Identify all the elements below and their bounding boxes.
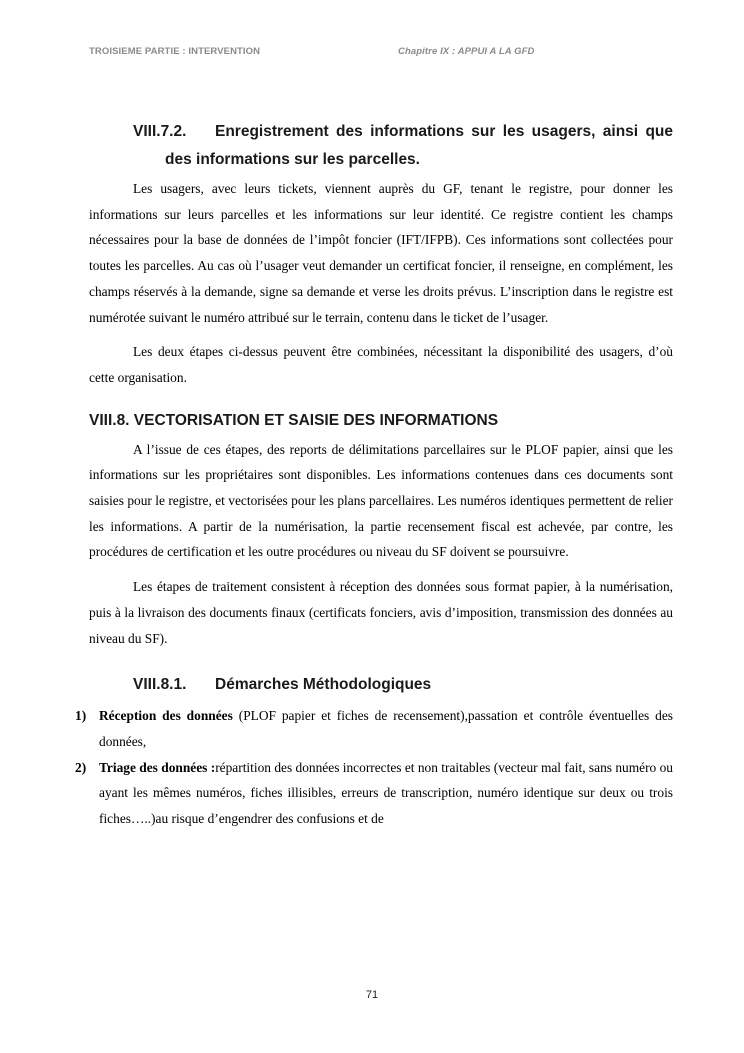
paragraph-etapes-traitement: Les étapes de traitement consistent à réception des données sous format papier, à la numérisation, puis à la livraison des documents finaux (certificats fonciers, avis d’imposition, transmission des données au niveau du SF). xyxy=(89,579,673,646)
subsection-heading-viii-7-2 xyxy=(89,118,673,174)
list-item xyxy=(75,755,673,832)
running-header xyxy=(89,46,673,60)
paragraph-usagers-registre: Les usagers, avec leurs tickets, viennent auprès du GF, tenant le registre, pour donner les informations sur leurs parcelles et les informations sur leur identité. Ce registre contient les champs nécessaires pour la base de données de l’impôt foncier (IFT/IFPB). Ces informations sont collectées pour toutes les parcelles. Au cas où l’usager veut demander un certificat foncier, il renseigne, en complément, les champs réservés à la demande, signe sa demande et verse les droits prévus. L’inscription dans le registre est numérotée suivant le numéro attribué sur le terrain, contenu dans le ticket de l’usager. xyxy=(89,181,673,325)
list-marker: 2) xyxy=(75,759,87,775)
subsection-title: Enregistrement des informations sur les usagers, ainsi que des informations sur les parcelles. xyxy=(165,123,673,168)
paragraph-issue-etapes: A l’issue de ces étapes, des reports de délimitations parcellaires sur le PLOF papier, ainsi que les informations sur les propriétaires sont disponibles. Les informations contenues dans ces documents sont saisies pour le registre, et vectorisées pour les plans parcellaires. Les numéros identiques permettent de relier les informations. A partir de la numérisation, la partie recensement fiscal est achevée, par contre, les procédures de certification et les outre procédures ou niveau du SF doivent se poursuivre. xyxy=(89,441,673,560)
paragraph-etapes-combinees: Les deux étapes ci-dessus peuvent être combinées, nécessitant la disponibilité des usagers, d’où cette organisation. xyxy=(89,344,673,385)
list-item-term: Réception des données xyxy=(99,708,233,724)
header-part-title: TROISIEME PARTIE : INTERVENTION xyxy=(89,46,261,57)
header-chapter-title: Chapitre IX : APPUI A LA GFD xyxy=(398,46,535,57)
subsection-number: VIII.7.2. xyxy=(133,123,187,140)
methodology-steps-list xyxy=(75,703,673,832)
list-item-text: (PLOF papier et fiches de recensement),passation et contrôle éventuelles des données, xyxy=(99,708,674,749)
section-heading-viii-8: VIII.8. VECTORISATION ET SAISIE DES INFORMATIONS xyxy=(89,411,499,429)
subsection-number: VIII.8.1. xyxy=(133,676,187,694)
list-item-text: répartition des données incorrectes et non traitables (vecteur mal fait, sans numéro ou ayant les mêmes numéros, fiches illisibles, erreurs de transcription, numéro identique sur deux ou trois fiches…..)au risque d’engendrer des confusions et de xyxy=(99,759,673,827)
subsection-heading-viii-8-1 xyxy=(89,671,673,699)
page-content xyxy=(75,118,674,832)
page-number: 71 xyxy=(365,989,379,1001)
list-item-term: Triage des données : xyxy=(99,759,216,775)
subsection-title: Démarches Méthodologiques xyxy=(215,676,432,694)
list-item xyxy=(75,703,673,754)
list-marker: 1) xyxy=(75,708,87,724)
